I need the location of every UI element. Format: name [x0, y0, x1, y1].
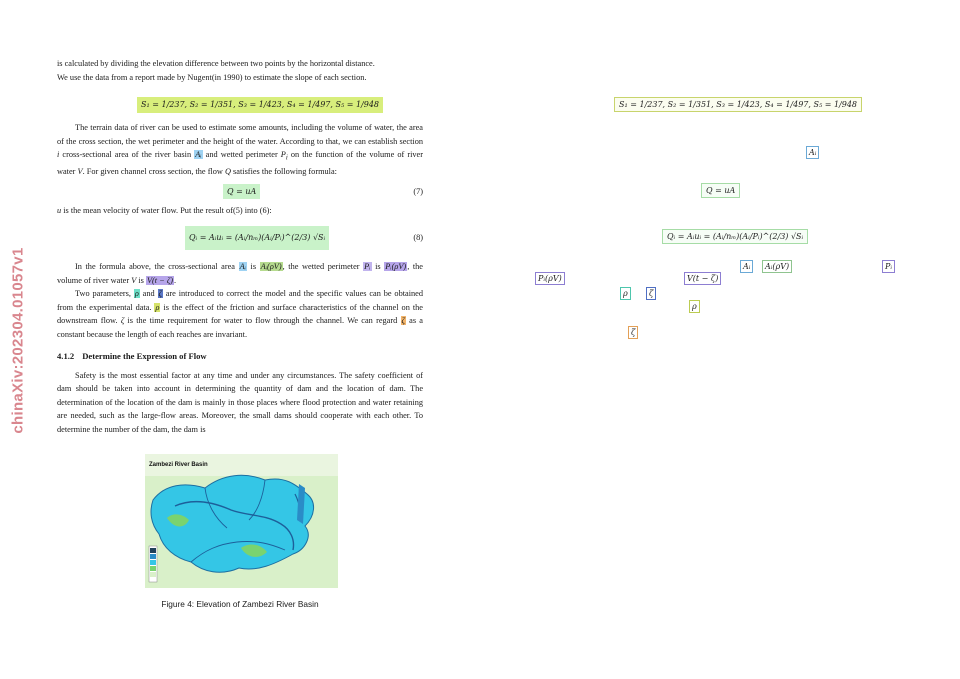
watermark-text: chinaXiv:202304.01057v1 — [9, 246, 27, 434]
terrain-paragraph: The terrain data of river can be used to estimate some amounts, including the volume of water, the area of the cross section, the wet perimeter and the height of the water. According to that, we can establish section i cross-sectional area of the river basin Aᵢ and wetted perimeter $P_i$ on the function of the volume of river water V. For given channel cross section, the flow Q satisfies the following formula: — [57, 123, 424, 177]
var-ai-rhov-highlight: Aᵢ(ρV) — [260, 262, 282, 272]
overlay-pi: Pᵢ — [882, 260, 895, 273]
section-number: 4.1.2 — [57, 351, 75, 362]
var-rho-highlight-2: ρ — [155, 302, 160, 312]
var-ai-highlight-2: Aᵢ — [239, 262, 246, 272]
overlay-rho-2: ρ — [689, 300, 700, 313]
mean-velocity-text: is the mean velocity of water flow. Put the result of(5) into (6): — [61, 205, 272, 215]
var-rho-highlight: ρ — [134, 289, 139, 299]
safety-paragraph: Safety is the most essential factor at any time and under any circumstances. The safety coefficient of dam should be taken into account in determining the quantity of dam and the location of dam. The determination of the location of the dam is mainly in those places where flood protection and water retaining are needed, such as the large-flow areas. Moreover, the small dams should cooperate with each other. To determine the number of the dam, the dam is — [57, 370, 423, 434]
formula-text-g: . — [173, 275, 177, 285]
flow-equation: Q = uA — [223, 184, 260, 200]
intro-line-1: is calculated by dividing the elevation difference between two points by the horizontal distance. — [57, 59, 375, 68]
figure-caption: Figure 4: Elevation of Zambezi River Basin — [161, 599, 319, 609]
overlay-pi-rhov: Pᵢ(ρV) — [535, 272, 565, 285]
formula-var-v: V — [131, 275, 137, 285]
params-text-c: are introduced to correct the model and the specific values can be obtained from the experimental data. — [57, 289, 423, 312]
qi-equation: Qᵢ = Aᵢuᵢ = (Aᵢ/nₘ)(Aᵢ/Pᵢ)^(2/3) √Sᵢ — [185, 226, 329, 250]
overlay-slopes-equation: S₁ = 1/237, S₂ = 1/351, S₃ = 1/423, S₄ = 1/497, S₅ = 1/948 — [614, 97, 862, 112]
var-pi-rhov-highlight: Pᵢ(ρV) — [385, 262, 407, 272]
terrain-var-i: i — [57, 150, 60, 159]
equation-8-number: (8) — [413, 233, 423, 243]
terrain-text-e: . For given channel cross section, the flow — [82, 167, 225, 177]
var-zeta-highlight-2: ζ — [401, 316, 405, 326]
map-title: Zambezi River Basin — [149, 462, 208, 468]
var-ai-highlight: Aᵢ — [195, 150, 202, 159]
params-text-a: Two parameters, — [75, 289, 134, 299]
equation-7-number: (7) — [413, 186, 423, 196]
params-text-d: is the effect of the friction and surface characteristics of the channel on the downstream flow. — [57, 302, 423, 326]
terrain-text-d: on the function of the volume of river water — [57, 150, 424, 177]
var-u: u — [57, 205, 62, 215]
overlay-ai-2: Aᵢ — [740, 260, 753, 273]
terrain-var-pi: P — [280, 150, 286, 159]
params-text-b: and — [139, 289, 158, 299]
formula-text-b: is — [246, 262, 260, 272]
terrain-var-v: V — [77, 167, 83, 177]
terrain-text-a: The terrain data of river can be used to estimate some amounts, including the volume of water, the area of the cross section, the wet perimeter and the height of the water. According to that, we can establish section — [57, 123, 423, 146]
section-title-text: Determine the Expression of Flow — [82, 351, 207, 362]
formula-text-f: is — [136, 275, 146, 285]
terrain-text-f: satisfies the following formula: — [230, 167, 337, 177]
formula-text-e: , the volume of river water — [57, 262, 423, 285]
formula-text-d: is — [371, 262, 385, 272]
overlay-zeta-2: ζ — [628, 326, 638, 339]
overlay-v-t-zeta: V(t − ζ) — [684, 272, 721, 285]
formula-text-c: , the wetted perimeter — [282, 262, 364, 272]
params-text-e: is the time requirement for water to flow through the channel. We can regard — [124, 316, 401, 326]
overlay-ai-rhov: Aᵢ(ρV) — [762, 260, 792, 273]
intro-line-2: We use the data from a report made by Nugent(in 1990) to estimate the slope of each section. — [57, 72, 367, 82]
var-zeta-highlight: ζ — [158, 289, 162, 299]
overlay-flow-equation: Q = uA — [701, 183, 740, 198]
terrain-text-c: and wetted perimeter — [202, 150, 281, 159]
terrain-text-b: cross-sectional area of the river basin — [59, 150, 195, 159]
overlay-zeta-1: ζ — [646, 287, 656, 300]
overlay-qi-equation: Qᵢ = Aᵢuᵢ = (Aᵢ/nₘ)(Aᵢ/Pᵢ)^(2/3) √Sᵢ — [662, 229, 808, 244]
overlay-rho-1: ρ — [620, 287, 631, 300]
params-text-f: as a constant because the length of each reaches are invariant. — [57, 316, 423, 339]
overlay-ai-1: Aᵢ — [806, 146, 819, 159]
params-var-zeta: ζ — [120, 316, 125, 326]
slopes-equation: S₁ = 1/237, S₂ = 1/351, S₃ = 1/423, S₄ = 1/497, S₅ = 1/948 — [137, 97, 383, 113]
terrain-var-q: Q — [224, 167, 231, 177]
formula-text-a: In the formula above, the cross-sectional area — [75, 262, 239, 272]
var-v-t-zeta-highlight: V(t − ζ) — [146, 275, 173, 285]
var-pi-highlight: Pᵢ — [364, 262, 371, 272]
